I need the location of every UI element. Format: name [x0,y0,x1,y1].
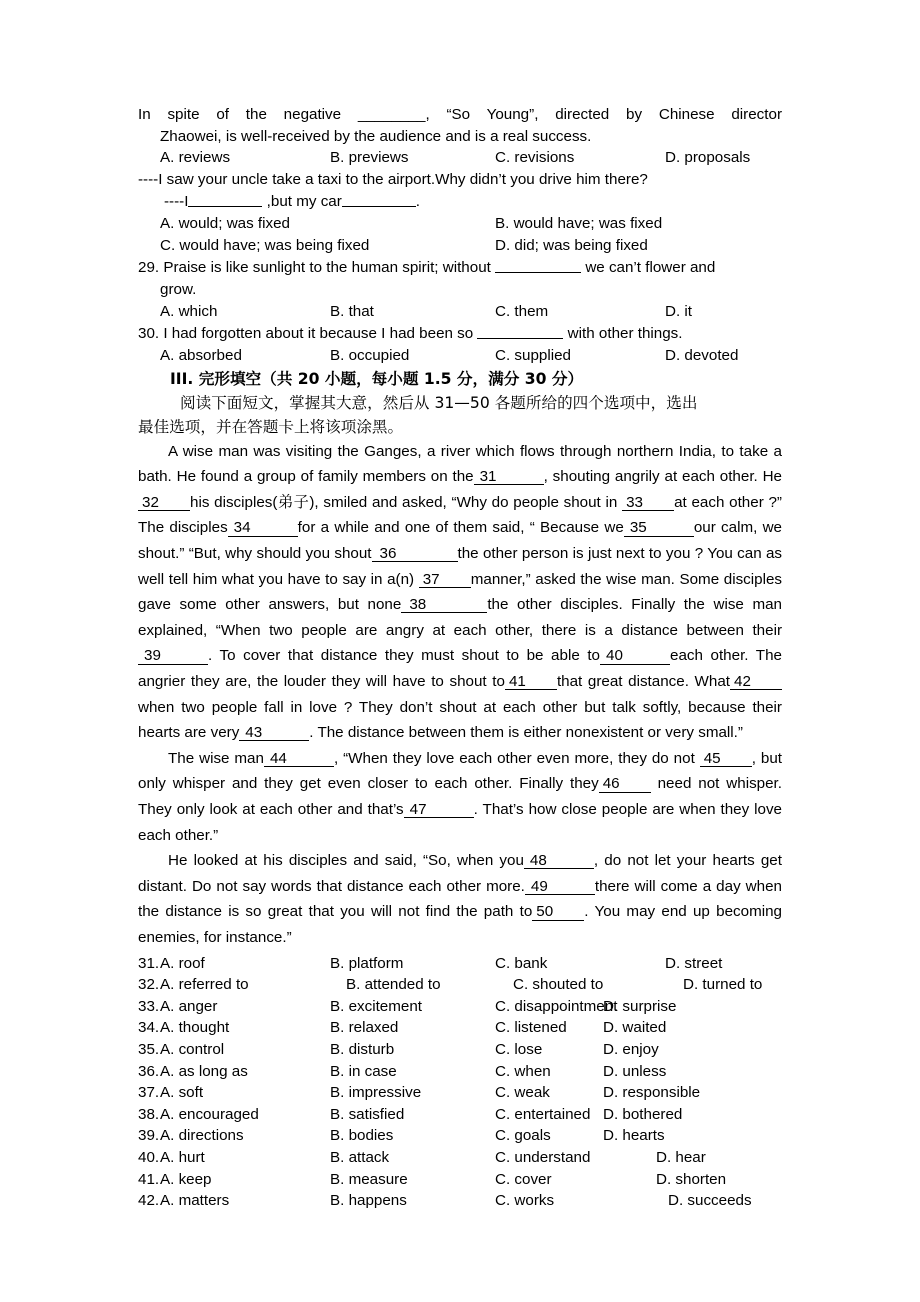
option-c[interactable]: C. goals [495,1127,551,1145]
question-28-options-row-2 [138,235,782,257]
option-b[interactable]: B. previews [330,149,409,167]
option-d[interactable]: D. responsible [603,1084,701,1102]
option-b[interactable]: B. that [330,302,374,320]
cloze-blank-41[interactable]: 41 [505,674,557,690]
instruction-text: 阅读下面短文，掌握其大意，然后从 31—50 各题所给的四个选项中，选出 [180,393,698,412]
question-28-stem-line-2: ----I ,but my car . [138,190,782,213]
cloze-option-row-41 [138,1169,782,1191]
option-a[interactable]: A. directions [160,1127,244,1145]
cloze-option-row-42 [138,1190,782,1212]
question-number: 40. [138,1148,160,1166]
question-number: 39. [138,1127,160,1145]
cloze-option-row-39 [138,1125,782,1147]
passage-text: . The distance between them is either nonexistent or very [309,724,694,742]
option-b[interactable]: B. measure [330,1170,408,1188]
option-d[interactable]: D. it [665,302,693,320]
question-29-options [138,301,782,323]
cloze-blank-45[interactable]: 45 [700,751,752,767]
option-d[interactable]: D. shorten [656,1170,727,1188]
cloze-option-row-33 [138,996,782,1018]
option-a[interactable]: A. anger [160,997,218,1015]
option-d[interactable]: D. did; was being fixed [495,236,648,254]
passage-text: manner,” asked the wise man. Some disciples gave some other answers, but [138,570,782,614]
option-c[interactable]: C. lose [495,1040,543,1058]
option-b[interactable]: B. excitement [330,997,423,1015]
passage-text: hearts are very [138,724,240,742]
option-c[interactable]: C. shouted to [513,976,604,994]
passage-text: hearts get distant. Do not say words that distance each other more. [138,852,782,895]
cloze-blank-42[interactable]: 42 [730,674,782,690]
cloze-option-row-31 [138,953,782,975]
option-c[interactable]: C. entertained [495,1105,591,1123]
section-instruction-line-1 [138,391,782,415]
option-a[interactable]: A. hurt [160,1148,205,1166]
passage-text: , shouting angrily [543,468,660,486]
option-a[interactable]: A. matters [160,1192,230,1210]
cloze-blank-34[interactable]: 34 [228,520,298,536]
passage-text: He looked at his disciples and said, “So, when you [168,852,524,870]
passage-text: at each other ?” The disciples [138,493,782,537]
option-d[interactable]: D. surprise [603,997,677,1015]
option-c[interactable]: C. cover [495,1170,552,1188]
cloze-option-row-35 [138,1039,782,1061]
question-28-options-row-1 [138,213,782,235]
passage-text: his disciples(弟子), smiled and asked, “Why do people shout in [190,493,618,511]
passage-text: the other [457,545,518,563]
question-number: 41. [138,1170,160,1188]
option-d[interactable]: D. devoted [665,347,739,365]
option-d[interactable]: D. unless [603,1062,667,1080]
passage-text: The wise man [168,749,264,767]
question-number: 42. [138,1192,160,1210]
option-b[interactable]: B. satisfied [330,1105,405,1123]
option-a[interactable]: A. reviews [160,149,231,167]
question-number: 36. [138,1062,160,1080]
cloze-option-row-38 [138,1104,782,1126]
answer-blank[interactable] [495,256,581,272]
passage-text: You may end up becoming enemies, for instance.” [138,903,782,946]
passage-text: when [138,698,175,716]
cloze-blank-33[interactable]: 33 [622,495,674,511]
cloze-blank-36[interactable]: 36 [372,546,458,562]
passage-text: the louder they will have to shout to [257,673,505,691]
cloze-blank-31[interactable]: 31 [474,469,544,485]
option-c[interactable]: C. listened [495,1019,567,1037]
passage-text: person is just next to you ? You can as well tell him what you have to say in a(n) [138,545,783,588]
option-c[interactable]: C. bank [495,954,548,972]
answer-blank[interactable] [342,190,416,206]
cloze-blank-43[interactable]: 43 [239,725,309,741]
question-30-options [138,345,782,367]
cloze-blank-39[interactable]: 39 [138,648,208,664]
question-27-stem-line-1: In spite of the negative ________, “So Young”, directed by Chinese director [138,106,782,123]
cloze-option-row-37 [138,1082,782,1104]
question-29-stem-line-1: 29. Praise is like sunlight to the human spirit; without we can’t flower and [138,256,782,279]
cloze-options-list [138,953,782,1212]
cloze-blank-38[interactable]: 38 [401,597,487,613]
question-number: 35. [138,1040,160,1058]
cloze-blank-40[interactable]: 40 [600,648,670,664]
passage-text: we [604,519,624,537]
passage-text: will come a day when the distance is so great that you will not find the path to [138,877,782,921]
answer-blank[interactable] [477,322,563,338]
cloze-blank-35[interactable]: 35 [624,520,694,536]
option-b[interactable]: B. would have; was fixed [495,215,663,233]
option-d[interactable]: D. bothered [603,1105,683,1123]
passage-text: , but only whisper and they get even closer to each other. Finally they [138,749,782,793]
passage-text: . To cover [208,647,281,665]
option-a[interactable]: A. would; was fixed [160,215,290,233]
passage-text: , do not let your [593,852,707,870]
cloze-passage [138,439,782,951]
option-b[interactable]: B. occupied [330,347,410,365]
option-b[interactable]: B. bodies [330,1127,394,1145]
passage-paragraph-3 [138,848,782,950]
option-b[interactable]: B. impressive [330,1084,422,1102]
option-a[interactable]: A. as long as [160,1062,248,1080]
passage-text: none [367,596,402,614]
cloze-blank-47[interactable]: 47 [404,802,474,818]
cloze-blank-32[interactable]: 32 [138,495,190,511]
option-b[interactable]: B. happens [330,1192,407,1210]
option-c[interactable]: C. weak [495,1084,550,1102]
cloze-blank-48[interactable]: 48 [524,853,594,869]
question-27-options [138,147,782,169]
passage-text: . [584,903,589,921]
passage-text: A wise man was visiting the Ganges, a river which flows through northern India, [168,442,716,460]
passage-text: close people are when they love each other.” [138,801,782,844]
option-a[interactable]: A. absorbed [160,347,242,365]
option-d[interactable]: D. enjoy [603,1040,659,1058]
passage-text: for a while and one of them said, “ Because [297,519,600,537]
passage-text: the other disciples. Finally the wise man explained, “When two [138,596,782,639]
cloze-blank-50[interactable]: 50 [532,904,584,920]
cloze-option-row-40 [138,1147,782,1169]
question-number: 31. [138,954,160,972]
option-d[interactable]: D. hear [656,1148,706,1166]
passage-text: that great distance. What [556,673,730,691]
section-instruction-line-2: 最佳选项，并在答题卡上将该项涂黑。 [138,417,404,436]
cloze-option-row-32 [138,974,782,996]
option-a[interactable]: A. control [160,1040,225,1058]
option-c[interactable]: C. disappointment [495,997,618,1015]
passage-text: need not whisper. They only look at each other and that’s [138,775,782,818]
option-d[interactable]: D. street [665,954,723,972]
option-d[interactable]: D. succeeds [668,1192,752,1210]
question-30-stem-line-1: 30. I had forgotten about it because I had been so with other things. [138,322,782,345]
option-a[interactable]: A. encouraged [160,1105,259,1123]
option-a[interactable]: A. referred to [160,976,249,994]
cloze-option-row-36 [138,1061,782,1083]
option-c[interactable]: C. revisions [495,149,575,167]
section-heading: III. 完形填空（共 20 小题，每小题 1.5 分，满分 30 分） [170,369,584,388]
question-number: 33. [138,997,160,1015]
option-b[interactable]: B. in case [330,1062,397,1080]
option-a[interactable]: A. keep [160,1170,212,1188]
option-b[interactable]: B. attended to [346,976,441,994]
option-d[interactable]: D. turned to [683,976,763,994]
passage-text: . That’s how [473,801,557,818]
passage-text: people are angry at each other, there is a distance between their [301,621,782,639]
exam-page [138,104,782,1212]
passage-text: each other. The angrier they are, [138,647,782,691]
passage-text: to take a bath. He found a group of family members on the [138,442,782,486]
question-28-stem-line-1: ----I saw your uncle take a taxi to the airport.Why didn’t you drive him there? [138,170,648,188]
option-c[interactable]: C. supplied [495,347,571,365]
option-d[interactable]: D. proposals [665,149,751,167]
cloze-blank-46[interactable]: 46 [599,776,651,792]
option-b[interactable]: B. relaxed [330,1019,399,1037]
passage-text: small.” [698,724,743,742]
option-b[interactable]: B. attack [330,1148,390,1166]
option-c[interactable]: C. would have; was being fixed [160,236,370,254]
option-b[interactable]: B. platform [330,954,404,972]
answer-blank[interactable] [188,190,262,206]
question-number: 34. [138,1019,160,1037]
question-number: 38. [138,1105,160,1123]
question-number: 37. [138,1084,160,1102]
passage-text: , “When they love each other even more, they do not [333,749,695,767]
option-b[interactable]: B. disturb [330,1040,395,1058]
cloze-blank-44[interactable]: 44 [264,751,334,767]
option-a[interactable]: A. thought [160,1019,230,1037]
cloze-blank-49[interactable]: 49 [525,879,595,895]
option-c[interactable]: C. them [495,302,549,320]
passage-paragraph-2 [138,746,782,848]
option-a[interactable]: A. soft [160,1084,204,1102]
option-c[interactable]: C. works [495,1192,555,1210]
passage-text: that distance they must shout to be able to [287,647,601,665]
option-a[interactable]: A. which [160,302,218,320]
option-d[interactable]: D. waited [603,1019,667,1037]
passage-text: there [594,877,630,895]
question-27-stem-line-2: Zhaowei, is well-received by the audience and is a real success. [160,127,592,145]
option-d[interactable]: D. hearts [603,1127,665,1145]
question-number: 32. [138,976,160,994]
passage-text: two people fall in love ? They don’t shout at each other but talk softly, because their [181,698,782,716]
cloze-blank-37[interactable]: 37 [419,572,471,588]
option-c[interactable]: C. understand [495,1148,591,1166]
option-a[interactable]: A. roof [160,954,205,972]
cloze-option-row-34 [138,1017,782,1039]
passage-paragraph-1 [138,439,782,746]
passage-text: at each other. He [664,468,783,486]
passage-text: our calm, we shout.” “But, why should you shout [138,519,782,563]
option-c[interactable]: C. when [495,1062,551,1080]
question-29-stem-line-2: grow. [160,281,197,299]
